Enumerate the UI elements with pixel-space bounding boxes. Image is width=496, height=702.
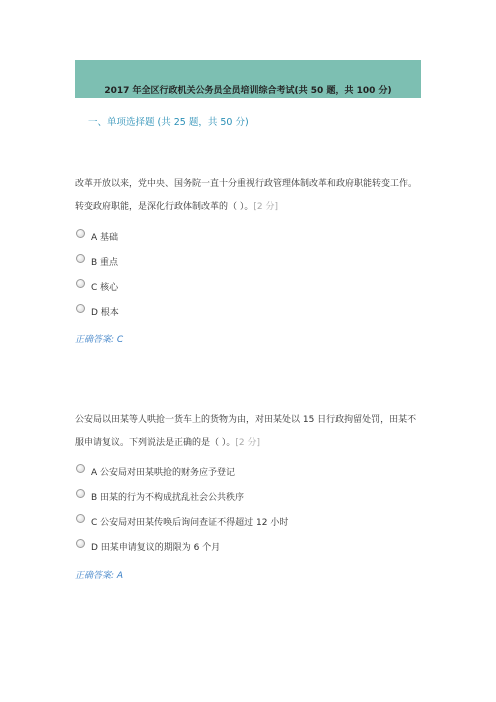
section-heading: 一、单项选择题 (共 25 题，共 50 分): [88, 117, 249, 128]
option-label: C 核心: [91, 283, 119, 293]
question-2-score: [2 分]: [235, 438, 260, 448]
question-2-option-a[interactable]: [76, 459, 416, 484]
option-label: A 公安局对田某哄抢的财务应予登记: [91, 468, 236, 478]
radio-icon[interactable]: [76, 514, 85, 523]
question-1-option-c[interactable]: [76, 274, 416, 299]
question-1-option-d[interactable]: [76, 299, 416, 324]
option-label: A 基础: [91, 233, 119, 243]
question-2-option-d[interactable]: [76, 534, 416, 559]
question-1-answer: 正确答案: C: [75, 335, 124, 345]
question-1-option-a[interactable]: [76, 224, 416, 249]
radio-icon[interactable]: [76, 254, 85, 263]
question-2-options: [76, 459, 416, 559]
question-1-option-b[interactable]: [76, 249, 416, 274]
radio-icon[interactable]: [76, 489, 85, 498]
question-1-options: [76, 224, 416, 324]
exam-title-bar: [75, 60, 421, 98]
question-2-option-c[interactable]: [76, 509, 416, 534]
question-2-text: 公安局以田某等人哄抢一货车上的货物为由，对田某处以 15 日行政拘留处罚，田某不服申请复议。下列说法是正确的是（ ）。: [75, 415, 417, 448]
option-label: D 田某申请复议的期限为 6 个月: [91, 543, 221, 553]
option-label: B 重点: [91, 258, 119, 268]
radio-icon[interactable]: [76, 229, 85, 238]
radio-icon[interactable]: [76, 539, 85, 548]
question-1-text: 改革开放以来，党中央、国务院一直十分重视行政管理体制改革和政府职能转变工作。转变政府职能，是深化行政体制改革的（ ）。: [75, 179, 418, 212]
option-label: C 公安局对田某传唤后询问查证不得超过 12 小时: [91, 518, 289, 528]
option-label: D 根本: [91, 308, 119, 318]
radio-icon[interactable]: [76, 464, 85, 473]
question-1: [75, 173, 425, 219]
question-1-score: [2 分]: [253, 202, 278, 212]
exam-title: 2017 年全区行政机关公务员全员培训综合考试(共 50 题，共 100 分): [104, 85, 392, 96]
question-2-option-b[interactable]: [76, 484, 416, 509]
radio-icon[interactable]: [76, 279, 85, 288]
radio-icon[interactable]: [76, 304, 85, 313]
question-2-answer: 正确答案: A: [75, 571, 124, 581]
option-label: B 田某的行为不构成扰乱社会公共秩序: [91, 493, 245, 503]
question-2: [75, 409, 425, 455]
